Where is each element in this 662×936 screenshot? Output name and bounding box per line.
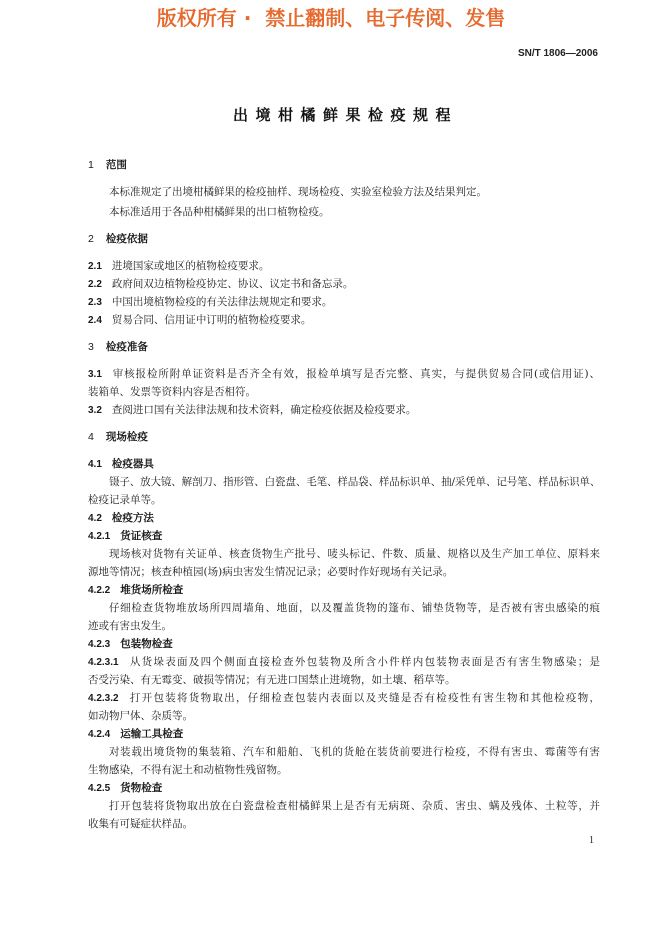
clause-number: 3.2 [88, 405, 102, 416]
clause-number: 4.2.4 [88, 729, 111, 740]
clause-text: 进境国家或地区的植物检疫要求。 [111, 260, 270, 272]
clause-number: 2.2 [88, 279, 102, 290]
clause-text: 政府间双边植物检疫协定、协议、议定书和备忘录。 [111, 278, 354, 290]
paragraph-continuation: 检疫记录单等。 [88, 494, 162, 506]
clause-number: 4.2.3 [88, 639, 111, 650]
section-number: 3 [88, 341, 94, 353]
section-title: 范围 [105, 159, 127, 171]
document-title: 出境柑橘鲜果检疫规程 [233, 106, 459, 124]
clause-text: 审核报检所附单证资料是否齐全有效，报检单填写是否完整、真实，与提供贸易合同(或信用证)、 [111, 368, 600, 380]
clause [88, 275, 600, 293]
clause [88, 401, 600, 419]
page-number: 1 [589, 835, 594, 846]
clause-continuation: 否受污染、有无霉变、破损等情况；有无进口国禁止进境物，如土壤、稻草等。 [88, 674, 456, 686]
paragraph: 镊子、放大镜、解剖刀、指形管、白瓷盘、毛笔、样品袋、样品标识单、抽/采凭单、记号笔、样品标识单、 [109, 476, 600, 488]
paragraph-continuation: 收集有可疑症状样品。 [88, 818, 193, 830]
section-heading [88, 428, 600, 446]
section-number: 2 [88, 233, 94, 245]
clause-text: 中国出境植物检疫的有关法律法规规定和要求。 [111, 296, 333, 308]
clause [88, 689, 600, 707]
subsection-heading [88, 779, 600, 797]
subsection-heading [88, 635, 600, 653]
subsection-title: 运输工具检查 [120, 728, 184, 740]
subsection-title: 货证核查 [120, 530, 163, 542]
clause-continuation: 如动物尸体、杂质等。 [88, 710, 193, 722]
clause-number: 4.2.3.1 [88, 657, 119, 668]
clause-number: 2.3 [88, 297, 102, 308]
clause-number: 4.2.2 [88, 585, 111, 596]
clause-number: 2.4 [88, 315, 102, 326]
subsection-title: 货物检查 [120, 782, 163, 794]
document-body [88, 156, 600, 833]
clause-text: 查阅进口国有关法律法规和技术资料，确定检疫依据及检疫要求。 [111, 404, 417, 416]
paragraph: 现场核对货物有关证单、核查货物生产批号、唛头标记、件数、质量、规格以及生产加工单位、原料来 [109, 548, 600, 560]
clause [88, 293, 600, 311]
paragraph-continuation: 源地等情况；核查种植园(场)病虫害发生情况记录；必要时作好现场有关记录。 [88, 566, 454, 578]
paragraph-continuation: 生物感染，不得有泥土和动植物性残留物。 [88, 764, 288, 776]
clause-number: 4.2.1 [88, 531, 111, 542]
section-heading [88, 230, 600, 248]
subsection-heading [88, 509, 600, 527]
clause-number: 2.1 [88, 261, 102, 272]
section-number: 1 [88, 159, 94, 171]
clause-number: 4.1 [88, 459, 102, 470]
clause-text: 贸易合同、信用证中订明的植物检疫要求。 [111, 314, 312, 326]
section-title: 检疫准备 [105, 341, 148, 353]
section-title: 现场检疫 [105, 431, 148, 443]
paragraph: 对装载出境货物的集装箱、汽车和船舶、飞机的货舱在装货前要进行检疫，不得有害虫、霉菌等有害 [109, 746, 600, 758]
subsection-title: 包装物检查 [120, 638, 173, 650]
subsection-title: 堆货场所检查 [120, 584, 184, 596]
clause [88, 365, 600, 383]
clause-number: 4.2 [88, 513, 102, 524]
paragraph: 本标准规定了出境柑橘鲜果的检疫抽样、现场检疫、实验室检验方法及结果判定。 [109, 186, 487, 198]
section-heading [88, 156, 600, 174]
section-heading [88, 338, 600, 356]
clause [88, 311, 600, 329]
clause-text: 从货垛表面及四个侧面直接检查外包装物及所含小件样内包装物表面是否有害生物感染；是 [128, 656, 600, 668]
clause-number: 3.1 [88, 369, 102, 380]
paragraph: 仔细检查货物堆放场所四周墙角、地面，以及覆盖货物的篷布、铺垫货物等，是否被有害虫感染的痕 [109, 602, 600, 614]
clause [88, 257, 600, 275]
standard-number: SN/T 1806—2006 [517, 48, 598, 59]
paragraph: 打开包装将货物取出放在白瓷盘检查柑橘鲜果上是否有无病斑、杂质、害虫、螨及残体、土粒等，并 [109, 800, 600, 812]
clause-text: 打开包装将货物取出，仔细检查包装内表面以及夹缝是否有检疫性有害生物和其他检疫物， [128, 692, 600, 704]
clause [88, 653, 600, 671]
clause-number: 4.2.5 [88, 783, 111, 794]
subsection-title: 检疫方法 [111, 512, 154, 524]
subsection-heading [88, 581, 600, 599]
section-number: 4 [88, 431, 94, 443]
paragraph-continuation: 迹或有害虫发生。 [88, 620, 172, 632]
copyright-notice: 版权所有 · 禁止翻制、电子传阅、发售 [156, 6, 506, 30]
subsection-heading [88, 725, 600, 743]
paragraph: 本标准适用于各品种柑橘鲜果的出口植物检疫。 [109, 206, 330, 218]
subsection-title: 检疫器具 [111, 458, 154, 470]
clause-number: 4.2.3.2 [88, 693, 119, 704]
subsection-heading [88, 455, 600, 473]
subsection-heading [88, 527, 600, 545]
section-title: 检疫依据 [105, 233, 148, 245]
clause-continuation: 装箱单、发票等资料内容是否相符。 [88, 386, 256, 398]
